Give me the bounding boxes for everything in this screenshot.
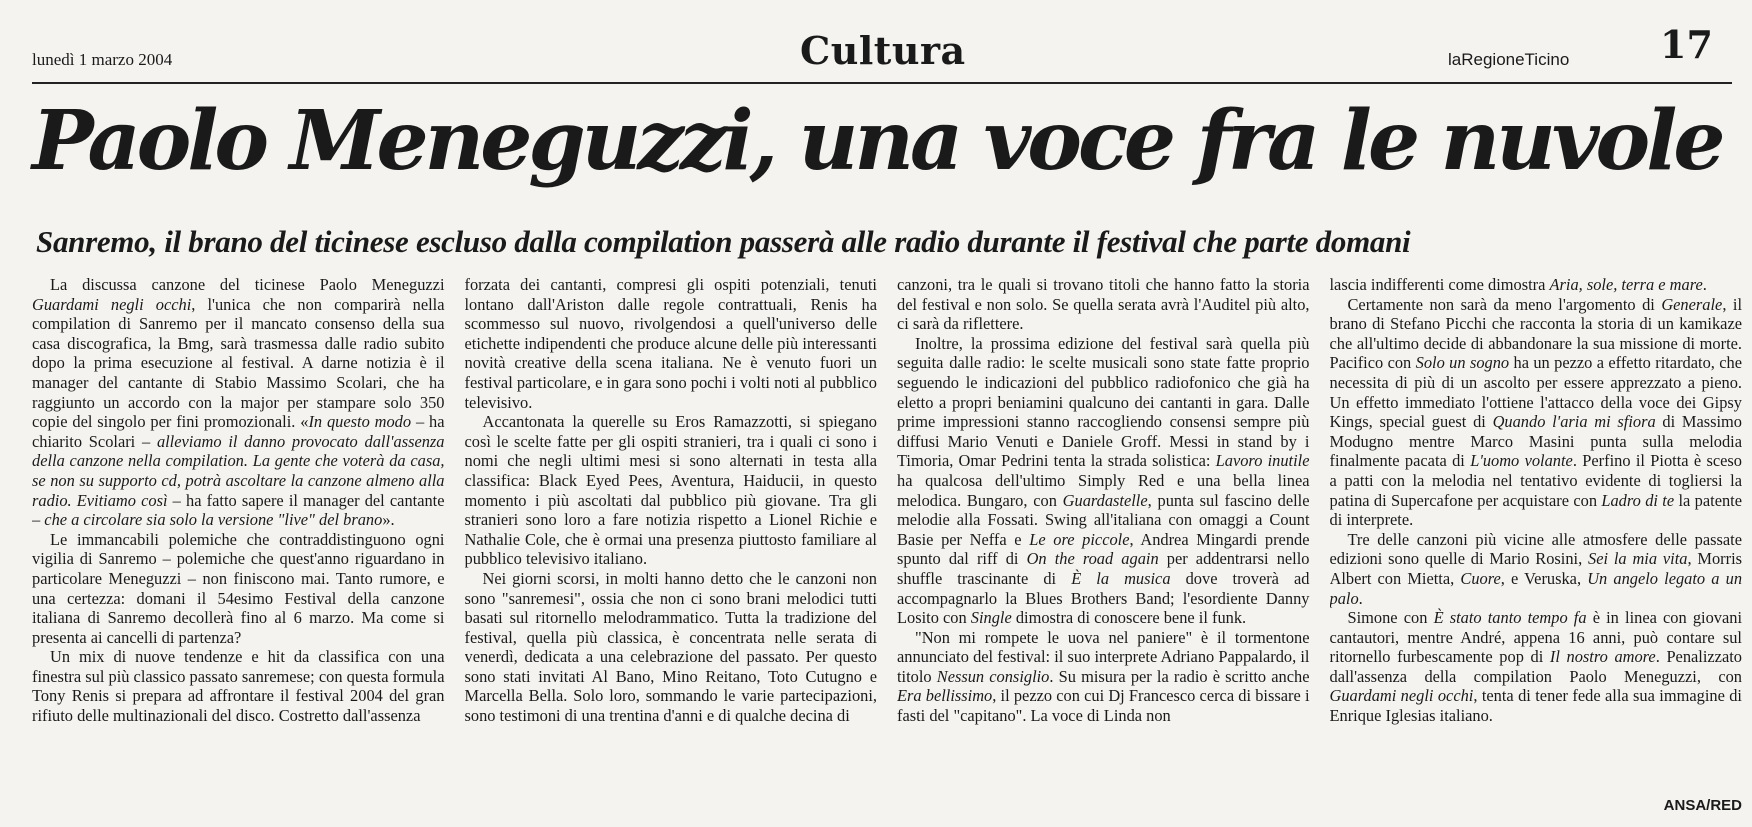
header-rule	[32, 82, 1732, 84]
subheadline: Sanremo, il brano del ticinese escluso dalla compilation passerà alle radio durante il festival che parte domani	[36, 224, 1411, 259]
paragraph	[1330, 295, 1743, 530]
text-run: La discussa canzone del ticinese Paolo Meneguzzi	[50, 275, 445, 294]
article-body	[32, 275, 1742, 815]
text-run: Simone con	[1347, 608, 1434, 628]
text-run: per addentrarsi nello shuffle trascinante di	[897, 549, 1310, 588]
title-run: Solo un sogno	[1415, 353, 1510, 373]
text-run: , Morris Albert con Mietta,	[1329, 549, 1742, 588]
title-run: È stato tanto tempo fa	[1433, 608, 1587, 628]
column-2	[465, 275, 878, 815]
column-1	[32, 275, 445, 815]
title-run: Cuore	[1460, 568, 1501, 588]
paragraph	[32, 275, 445, 530]
paragraph	[465, 569, 878, 726]
title-run: Guardami negli occhi	[32, 294, 192, 314]
credit: ANSA/RED	[1663, 797, 1742, 814]
paragraph	[32, 530, 445, 648]
text-run: .	[1358, 588, 1363, 608]
paragraph	[897, 334, 1310, 628]
title-run: Guardastelle	[1062, 490, 1148, 510]
title-run: Aria, sole, terra e mare	[1549, 275, 1703, 294]
title-run: Quando l'aria mi sfiora	[1492, 412, 1656, 432]
paragraph	[1330, 530, 1743, 608]
text-run: ».	[382, 510, 395, 530]
text-run: Inoltre, la prossima edizione del festival sarà quella più seguita dalle radio: le scelte musicali sono state fatte proprio seguendo le indicazioni del pubblico radiofonico che già ha eletto a propri beniamini qualcuno dei cantanti in gara. Dalle prime impressioni stanno raccogliendo consensi sempre più diffusi Mario Venuti e Daniele Groff. Messi in stand by i Timoria, Omar Pedrini tenta la strada solistica:	[897, 333, 1310, 471]
title-run: Lavoro inutile	[1215, 451, 1310, 471]
text-run: , tenta di tener fede alla sua immagine di Enrique Iglesias italiano.	[1329, 686, 1742, 726]
title-run: Il nostro amore	[1549, 647, 1656, 667]
title-run: Ladro di te	[1601, 490, 1675, 510]
paragraph	[465, 275, 878, 412]
text-run: – ha chiarito Scolari –	[32, 412, 445, 451]
text-run: , il pezzo con cui Dj Francesco cerca di bissare i fasti del "capitano". La voce di Linda non	[897, 686, 1310, 726]
text-run: la patente di interprete.	[1329, 490, 1742, 530]
title-run: che a circolare sia solo la versione "live" del brano	[44, 510, 383, 530]
title-run: Guardami negli occhi	[1329, 686, 1474, 706]
paragraph	[1330, 275, 1743, 295]
title-run: Single	[970, 608, 1012, 628]
page-number: 17	[1660, 22, 1713, 67]
text-run: Le immancabili polemiche che contraddistinguono ogni vigilia di Sanremo – polemiche che quest'anno riguardano in particolare Meneguzzi – non finiscono mai. Tanto rumore, e una certezza: domani il 54esimo Festival della canzone italiana di Sanremo decollerà fino al 6 marzo. Ma come si presenta ai cancelli di partenza?	[32, 529, 445, 647]
column-3	[897, 275, 1310, 815]
text-run: ha un pezzo a effetto ritardato, che necessita di più di un ascolto per essere apprezzato a pieno. Un effetto immediato l'ottiene l'attacco della voce dei Gipsy Kings, special guest di	[1329, 353, 1742, 432]
text-run: ha qualcosa dell'ultimo Simply Red e una bella linea melodica. Bungaro, con	[897, 470, 1310, 510]
text-run: , punta sul fascino delle melodie alla Fossati. Swing all'italiana con omaggi a Count Basie per Neffa e	[897, 490, 1310, 549]
text-run: forzata dei cantanti, compresi gli ospiti potenziali, tenuti lontano dall'Ariston dalle regole contrattuali, Renis ha scommesso sul nuovo, rivolgendosi a quell'universo delle etichette indipendenti che produce alcune delle più interessanti novità creative della scena italiana. Ne è venuto fuori un festival particolare, e in gara sono pochi i volti noti al pubblico televisivo.	[464, 275, 877, 412]
title-run: L'uomo volante	[1470, 451, 1573, 471]
section-title: Cultura	[800, 28, 966, 73]
text-run: Certamente non sarà da meno l'argomento di	[1347, 294, 1662, 314]
text-run: "Non mi rompete le uova nel paniere" è il tormentone annunciato del festival: il suo interprete Adriano Pappalardo, il titolo	[897, 627, 1310, 686]
text-run: lascia indifferenti come dimostra	[1329, 275, 1550, 294]
text-run: Accantonata la querelle su Eros Ramazzotti, si spiegano così le scelte fatte per gli ospiti stranieri, tra i quali ci sono i nomi che negli ultimi mesi si sono alternati in testa alla classifica: Black Eyed Pees, Aventura, Haiducii, in questo momento i più ascoltati dal pubblico più giovane. Tra gli stranieri sono loro a fare notizia rispetto a Lionel Richie e Nathalie Cole, che è ormai una presenza piuttosto familiare al pubblico televisivo italiano.	[464, 412, 877, 569]
title-run: In questo modo	[308, 412, 412, 432]
text-run: dimostra di conoscere bene il funk.	[1011, 608, 1247, 628]
paragraph	[1330, 608, 1743, 726]
text-run: è in linea con giovani cantautori, mentre André, appena 16 anni, può contare sul ritornello furbescamente pop di	[1329, 608, 1742, 667]
header-date: lunedì 1 marzo 2004	[32, 50, 173, 69]
title-run: On the road again	[1026, 549, 1159, 569]
text-run: Tre delle canzoni più vicine alle atmosfere delle passate edizioni sono quelle di Mario Rosini,	[1329, 529, 1742, 569]
text-run: . Su misura per la radio è scritto anche	[1049, 666, 1310, 686]
text-run: , il brano di Stefano Picchi che racconta la storia di un kamikaze che all'ultimo decide di abbandonare la sua missione di morte. Pacifico con	[1329, 294, 1742, 373]
text-run: canzoni, tra le quali si trovano titoli che hanno fatto la storia del festival e non solo. Se quella serata avrà l'Auditel più alto, ci sarà da riflettere.	[897, 275, 1310, 334]
title-run: Un angelo legato a un palo	[1329, 568, 1742, 608]
title-run: È la musica	[1071, 568, 1171, 588]
title-run: Nessun consiglio	[936, 666, 1050, 686]
title-run: Generale	[1661, 294, 1723, 314]
text-run: , Andrea Mingardi prende spunto dal riff di	[897, 529, 1310, 569]
title-run: alleviamo il danno provocato dall'assenza della canzone nella compilation. La gente che voterà da casa, se non su supporto cd, potrà ascoltare la canzone almeno alla radio. Evitiamo così	[32, 431, 445, 510]
text-run: – ha fatto sapere il manager del cantante –	[32, 490, 445, 530]
text-run: di Massimo Modugno mentre Marco Masini punta sulla melodia finalmente pacata di	[1329, 412, 1742, 471]
paragraph	[32, 647, 445, 725]
headline: Paolo Meneguzzi, una voce fra le nuvole	[32, 93, 1722, 189]
text-run: .	[1702, 275, 1707, 294]
title-run: Le ore piccole	[1029, 529, 1130, 549]
title-run: Sei la mia vita	[1588, 549, 1688, 569]
text-run: Un mix di nuove tendenze e hit da classifica con una finestra sul più classico passato sanremese; con questa formula Tony Renis si prepara ad affrontare il festival 2004 del gran rifiuto delle multinazionali del disco. Costretto dall'assenza	[32, 647, 445, 726]
paragraph	[465, 412, 878, 569]
text-run: . Penalizzato dall'assenza della compilation Paolo Meneguzzi, con	[1329, 647, 1742, 686]
newspaper-name: laRegioneTicino	[1448, 50, 1570, 69]
paragraph	[897, 275, 1310, 334]
text-run: dove troverà ad accompagnarlo la Blues Brothers Band; l'esordiente Danny Losito con	[897, 568, 1310, 628]
text-run: , e Veruska,	[1500, 568, 1588, 588]
title-run: Era bellissimo	[897, 686, 993, 706]
paragraph	[897, 628, 1310, 726]
text-run: . Perfino il Piotta è sceso a patti con la melodia nel tentativo evidente di togliersi la patina di Supercafone per acquistare con	[1329, 451, 1742, 510]
text-run: , l'unica che non comparirà nella compilation di Sanremo per il mancato consenso della sua casa discografica, la Bmg, sarà trasmessa dalle radio subito dopo la prima esecuzione al festival. A darne notizia è il manager del cantante di Stabio Massimo Scolari, che ha raggiunto un accordo con la major per stampare solo 350 copie del singolo per fini promozionali. «	[32, 294, 445, 432]
text-run: Nei giorni scorsi, in molti hanno detto che le canzoni non sono "sanremesi", ossia che non ci sono brani melodici tutti basati sul ritornello melodrammatico. Tutta la tradizione del festival, quella più classica, è concentrata nelle serata di venerdì, dedicata a una celebrazione del passato. Per questo sono stati invitati Al Bano, Mino Reitano, Toto Cutugno e Marcella Bella. Solo loro, sommando le varie partecipazioni, sono testimoni di una trentina d'anni e di qualche decina di	[464, 568, 877, 726]
column-4	[1330, 275, 1743, 815]
